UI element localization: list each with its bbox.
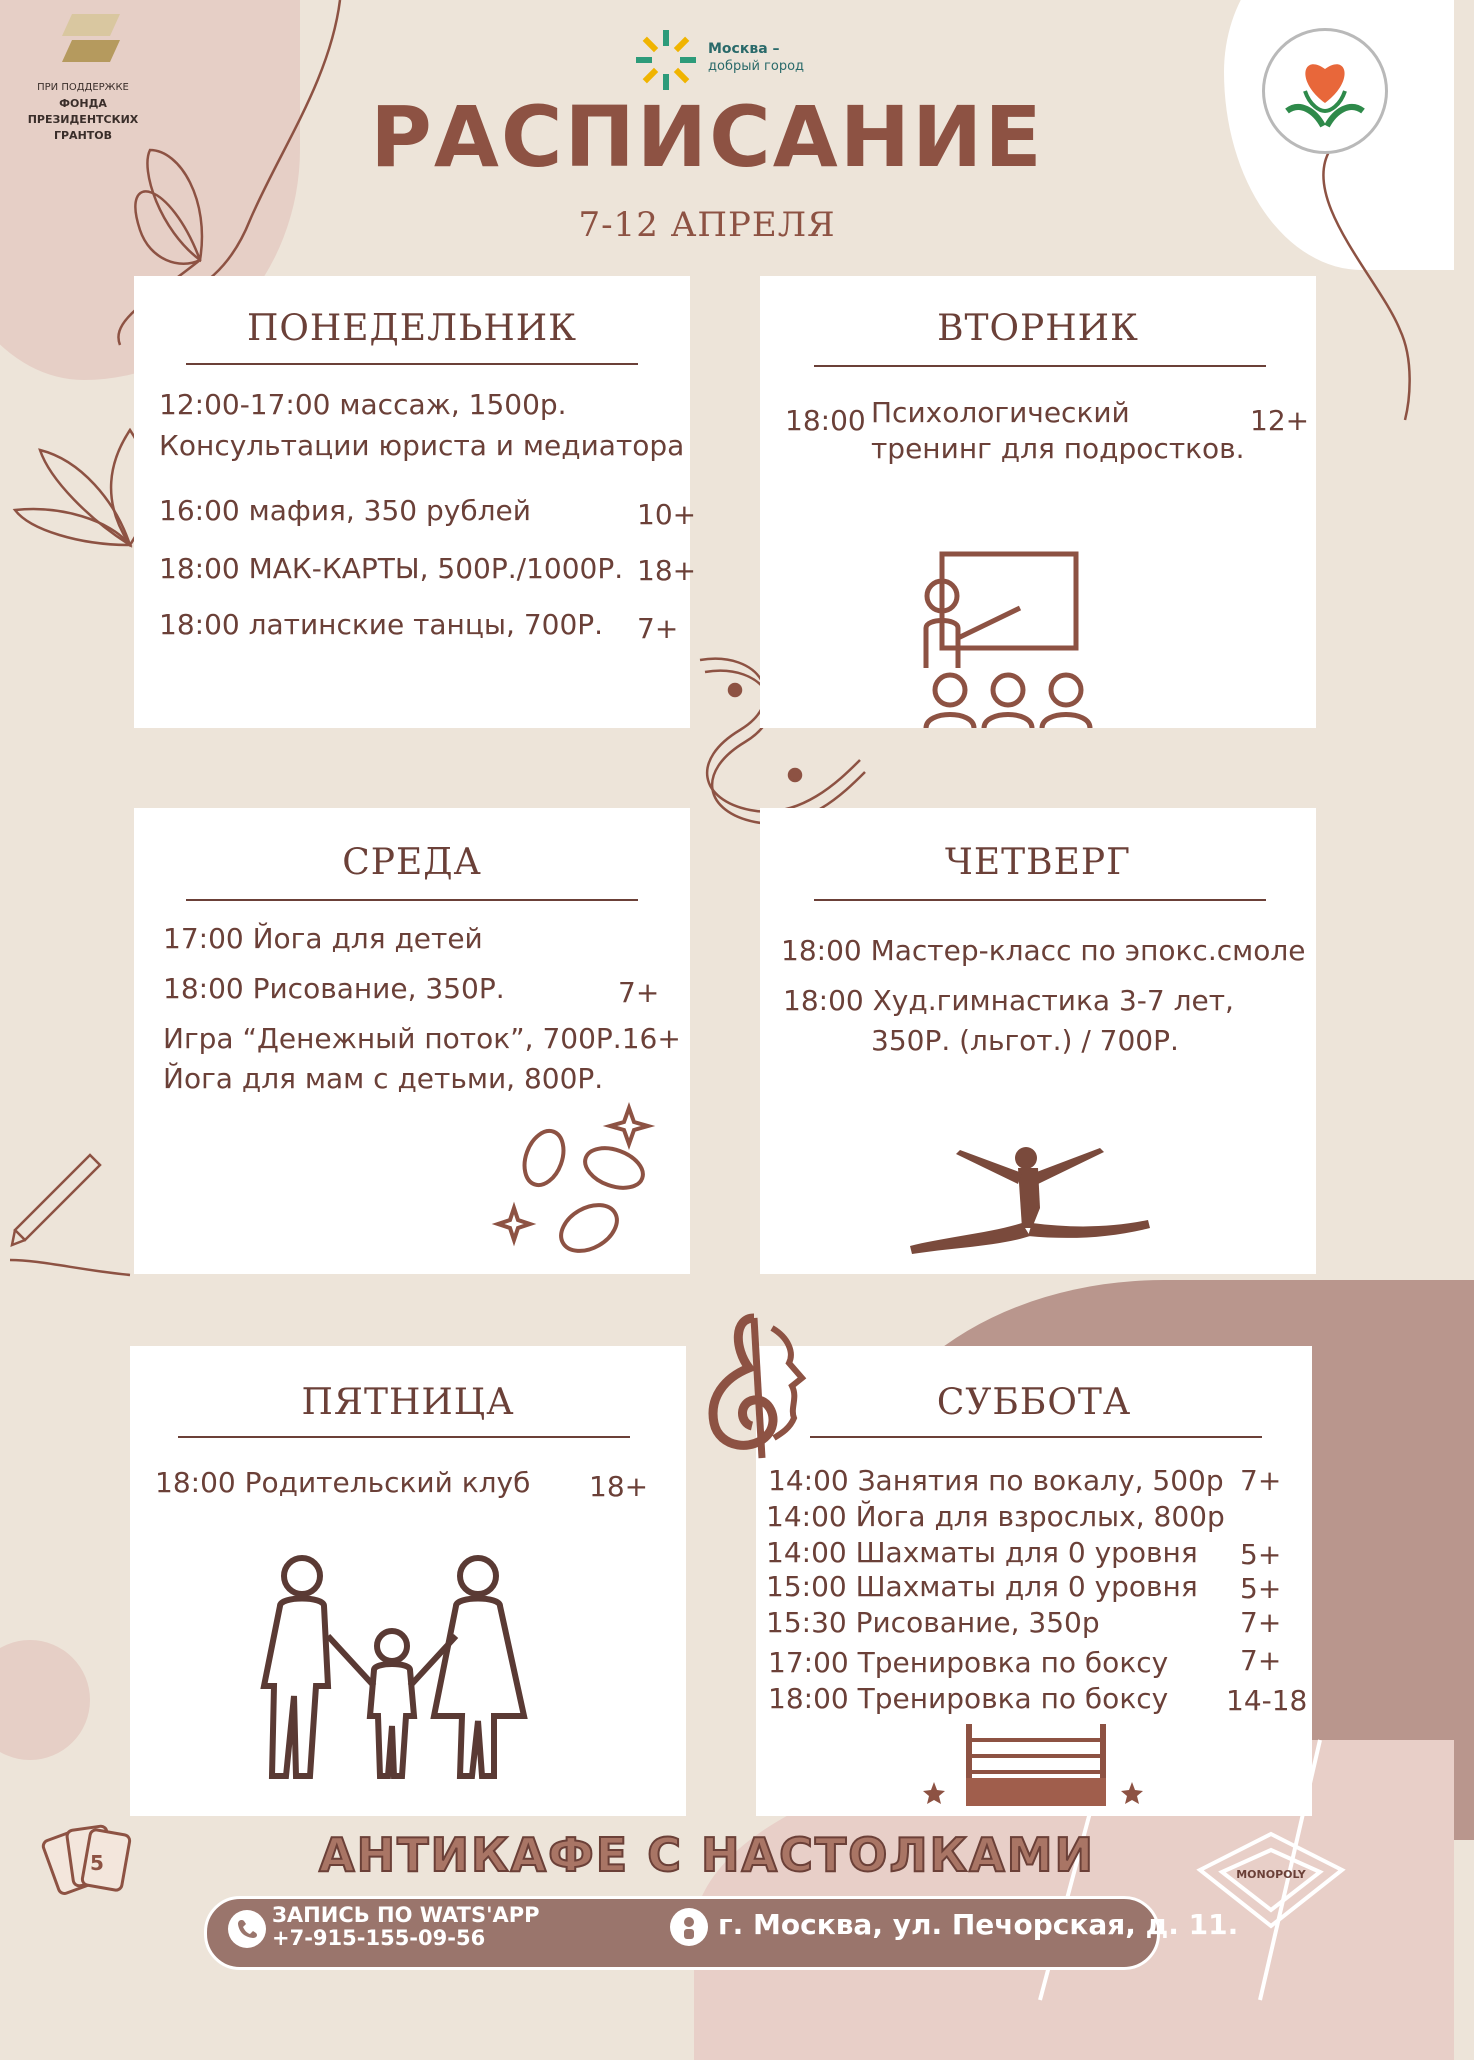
gymnast-icon — [900, 1128, 1160, 1258]
monday-line-1: 12:00-17:00 массаж, 1500р. — [159, 388, 567, 421]
tuesday-age: 12+ — [1250, 404, 1310, 437]
title-divider — [178, 1436, 630, 1438]
saturday-row-6: 17:00 Тренировка по боксу — [768, 1646, 1169, 1679]
saturday-age-1: 7+ — [1240, 1464, 1282, 1497]
fund-line-1: ПРИ ПОДДЕРЖКЕ — [37, 82, 129, 93]
day-title-friday: ПЯТНИЦА — [301, 1382, 515, 1423]
saturday-row-1: 14:00 Занятия по вокалу, 500р — [768, 1464, 1224, 1497]
location-icon — [670, 1908, 708, 1946]
saturday-row-5: 15:30 Рисование, 350р — [766, 1606, 1100, 1639]
monday-line-2: Консультации юриста и медиатора — [159, 429, 685, 462]
footer-title: АНТИКАФЕ С НАСТОЛКАМИ — [318, 1828, 1096, 1882]
day-title-thursday: ЧЕТВЕРГ — [945, 842, 1131, 883]
day-title-tuesday: ВТОРНИК — [937, 308, 1139, 349]
title-divider — [810, 1436, 1262, 1438]
card-number: 5 — [90, 1851, 104, 1875]
pencil-icon — [15, 1155, 100, 1240]
card-friday — [130, 1346, 686, 1816]
saturday-row-4: 15:00 Шахматы для 0 уровня — [766, 1570, 1198, 1603]
card-monday — [134, 276, 697, 728]
wednesday-line-3: Игра “Денежный поток”, 700Р.16+ — [163, 1022, 681, 1055]
saturday-age-4: 5+ — [1240, 1572, 1282, 1605]
phone-label: ЗАПИСЬ ПО WATS'APP — [272, 1903, 540, 1927]
moscow-line-1: Москва – — [708, 41, 780, 57]
tuesday-line-2: тренинг для подростков. — [871, 432, 1245, 465]
card-wednesday — [134, 808, 690, 1274]
wednesday-line-4: Йога для мам с детьми, 800Р. — [163, 1062, 604, 1095]
phone-number[interactable]: +7-915-155-09-56 — [272, 1926, 486, 1950]
day-title-saturday: СУББОТА — [936, 1382, 1132, 1423]
card-thursday — [760, 808, 1316, 1274]
teacher-class-icon — [920, 548, 1120, 728]
saturday-age-5: 7+ — [1240, 1606, 1282, 1639]
moscow-logo-icon — [634, 28, 698, 92]
title-divider — [186, 363, 638, 365]
thursday-line-2: 18:00 Худ.гимнастика 3-7 лет, — [783, 984, 1234, 1017]
title-divider — [814, 899, 1266, 901]
moscow-caption — [708, 40, 804, 76]
day-title-wednesday: СРЕДА — [342, 842, 482, 883]
moscow-line-2: добрый город — [708, 59, 805, 74]
page-title: РАСПИСАНИЕ — [370, 88, 1044, 186]
friday-line-1: 18:00 Родительский клуб — [155, 1466, 531, 1499]
tuesday-line-1: Психологический — [871, 396, 1130, 429]
phone-icon — [228, 1910, 266, 1948]
treble-clef-icon — [694, 1308, 814, 1468]
monday-line-3: 16:00 мафия, 350 рублей — [159, 494, 531, 527]
presidential-grants-logo — [62, 14, 122, 66]
wednesday-age-2: 7+ — [618, 976, 660, 1009]
friday-age: 18+ — [589, 1470, 649, 1503]
tuesday-time: 18:00 — [785, 404, 866, 437]
title-divider — [814, 365, 1266, 367]
wednesday-line-1: 17:00 Йога для детей — [163, 922, 483, 955]
footer-phone-block — [272, 1904, 540, 1950]
saturday-age-3: 5+ — [1240, 1538, 1282, 1571]
monopoly-label: MONOPOLY — [1236, 1868, 1306, 1881]
coins-icon — [504, 1098, 654, 1258]
thursday-line-3: 350Р. (льгот.) / 700Р. — [871, 1024, 1179, 1057]
boxing-ring-icon — [926, 1718, 1146, 1816]
fund-line-3: ПРЕЗИДЕНТСКИХ — [27, 113, 139, 126]
monday-line-4: 18:00 МАК-КАРТЫ, 500Р./1000Р. — [159, 552, 624, 585]
monday-line-5: 18:00 латинские танцы, 700Р. — [159, 608, 604, 641]
card-tuesday — [760, 276, 1316, 728]
monday-age-4: 18+ — [637, 554, 697, 587]
monday-age-3: 10+ — [637, 498, 697, 531]
family-icon — [250, 1546, 530, 1786]
title-divider — [186, 899, 638, 901]
footer-address: г. Москва, ул. Печорская, д. 11. — [718, 1908, 1239, 1941]
thursday-line-1: 18:00 Мастер-класс по эпокс.смоле — [781, 934, 1306, 967]
saturday-age-7: 14-18 — [1226, 1684, 1308, 1717]
day-title-monday: ПОНЕДЕЛЬНИК — [246, 308, 578, 349]
monday-age-5: 7+ — [637, 612, 679, 645]
saturday-row-2: 14:00 Йога для взрослых, 800р — [766, 1500, 1225, 1533]
card-saturday — [756, 1346, 1312, 1816]
wednesday-line-2: 18:00 Рисование, 350Р. — [163, 972, 505, 1005]
date-range: 7-12 АПРЕЛЯ — [578, 205, 836, 245]
saturday-row-3: 14:00 Шахматы для 0 уровня — [766, 1536, 1198, 1569]
saturday-age-6: 7+ — [1240, 1644, 1282, 1677]
fund-line-2: ФОНДА — [59, 97, 107, 110]
saturday-row-7: 18:00 Тренировка по боксу — [768, 1682, 1169, 1715]
fund-line-4: ГРАНТОВ — [53, 129, 113, 142]
